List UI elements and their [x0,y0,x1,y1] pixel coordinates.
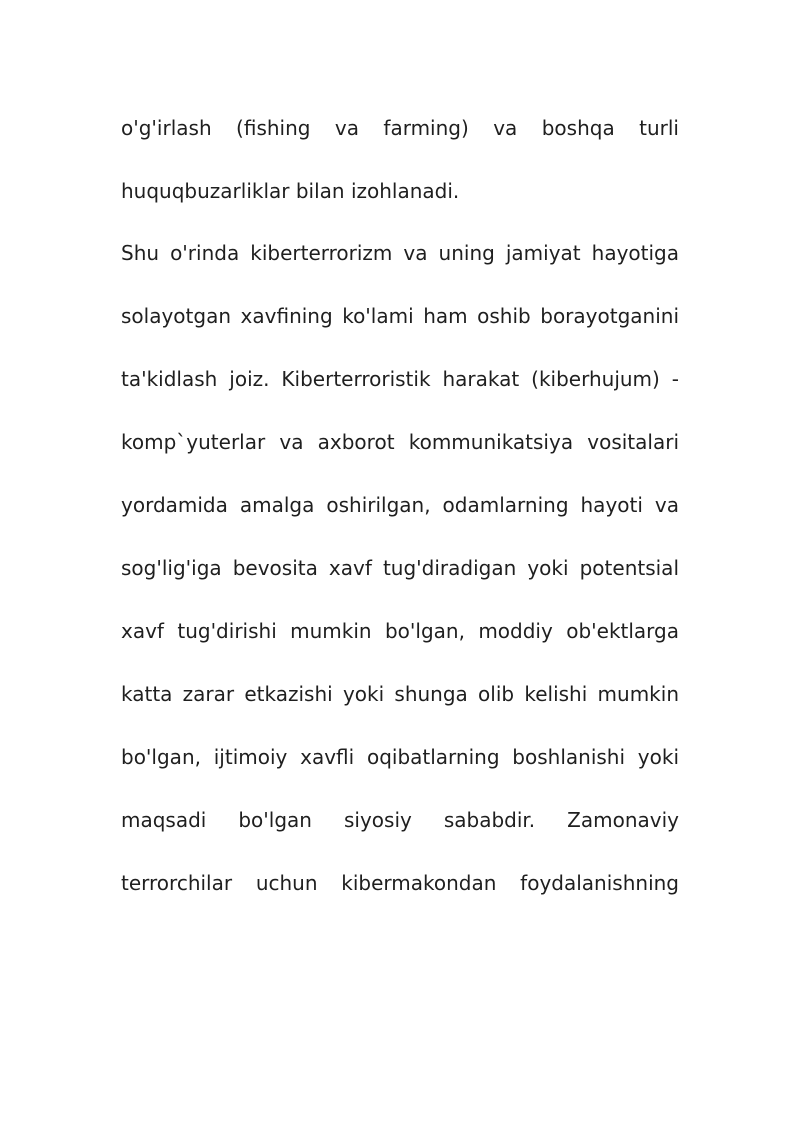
text-line: huquqbuzarliklar bilan izohlanadi. [121,179,460,203]
text-line: solayotgan xavfining ko'lami ham oshib borayotganini [121,304,679,328]
text-line: terrorchilar uchun kibermakondan foydalanishning [121,871,679,895]
text-line: katta zarar etkazishi yoki shunga olib kelishi mumkin [121,682,679,706]
text-line: yordamida amalga oshirilgan, odamlarning hayoti va [121,493,679,517]
text-line: xavf tug'dirishi mumkin bo'lgan, moddiy ob'ektlarga [121,619,679,643]
text-line: bo'lgan, ijtimoiy xavfli oqibatlarning boshlanishi yoki [121,745,679,769]
paragraph-1 [121,108,679,234]
text-line: maqsadi bo'lgan siyosiy sababdir. Zamonaviy [121,808,679,832]
text-line: ta'kidlash joiz. Kiberterroristik harakat (kiberhujum) - [121,367,679,391]
text-line: sog'lig'iga bevosita xavf tug'diradigan yoki potentsial [121,556,679,580]
text-line: komp`yuterlar va axborot kommunikatsiya vositalari [121,430,679,454]
text-line: o'g'irlash (fishing va farming) va boshqa turli [121,116,679,140]
text-line: Shu o'rinda kiberterrorizm va uning jamiyat hayotiga [121,241,679,265]
paragraph-2 [121,233,679,926]
